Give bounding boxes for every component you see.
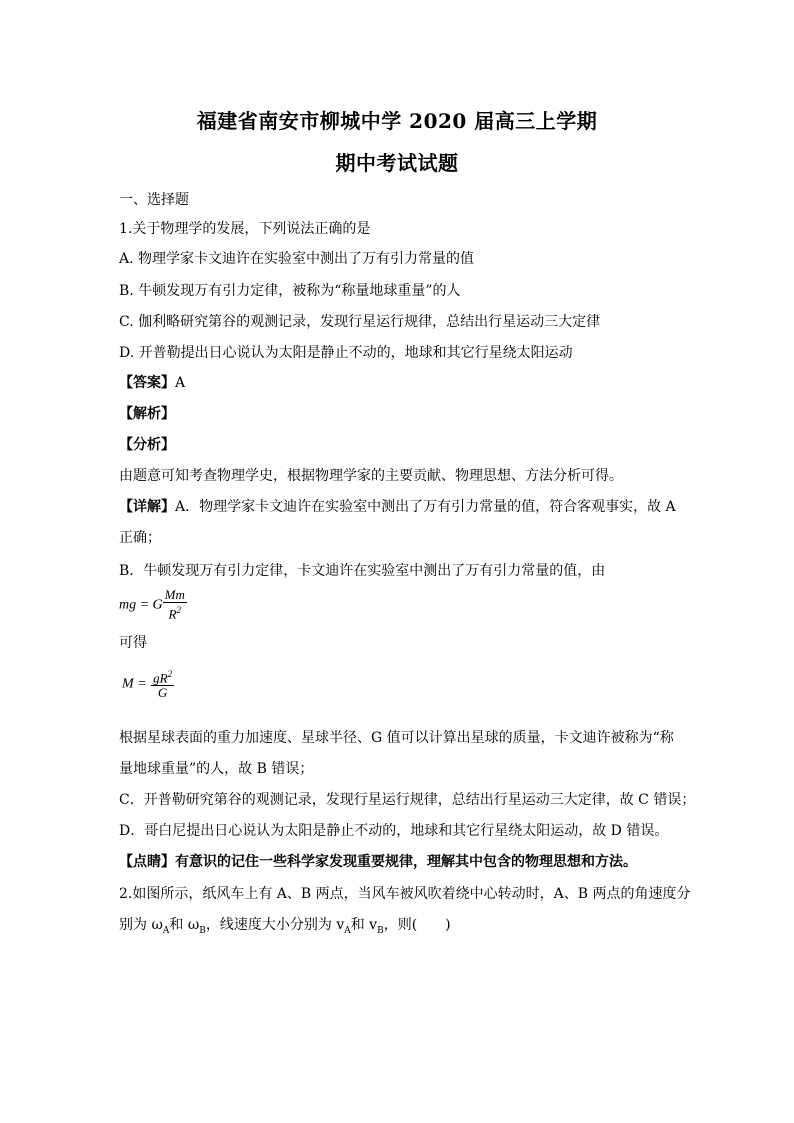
dianjing-label: 【点睛】 [119,854,175,870]
detail-a-text: A．物理学家卡文迪许在实验室中测出了万有引力常量的值，符合客观事实，故 A [175,499,676,515]
detail-d-line: D．哥白尼提出日心说认为太阳是静止不动的，地球和其它行星绕太阳运动，故 D 错误。 [119,823,669,839]
detail-b-line1: B．牛顿发现万有引力定律，卡文迪许在实验室中测出了万有引力常量的值，由 [119,563,606,579]
question-1-stem: 1.关于物理学的发展，下列说法正确的是 [119,221,371,237]
section-heading: 一、选择题 [119,192,189,208]
equation-1 [119,588,679,621]
detail-a-line1 [119,498,679,516]
question-2-line2: 别为 $\omega_A$和 $\omega_B$，线速度大小分别为 $v_A$和 $v_B$，则( ) [119,917,451,936]
question-1-option-a: A. 物理学家卡文迪许在实验室中测出了万有引力常量的值 [119,251,475,267]
detail-b-line2: 根据星球表面的重力加速度、星球半径、G 值可以计算出星球的质量，卡文迪许被称为“称 [119,730,674,746]
answer-label: 【答案】 [119,375,175,391]
equation-1-numerator: Mm [164,587,185,602]
equation-2-lhs: M = [122,676,147,692]
question-2-line1: 2.如图所示，纸风车上有 A、B 两点，当风车被风吹着绕中心转动时，A、B 两点的角速度分 [119,886,691,902]
detail-label: 【详解】 [119,499,175,515]
page-subtitle: 期中考试试题 [335,151,459,175]
kede-text: 可得 [119,635,147,651]
fenxi-label: 【分析】 [119,437,175,453]
equation-2-numerator: $gR^2$ [153,669,173,686]
equation-2 [122,667,682,701]
page-title: 福建省南安市柳城中学 2020 届高三上学期 [196,109,598,133]
question-1-option-c: C. 伽利略研究第谷的观测记录，发现行星运行规律，总结出行星运动三大定律 [119,314,601,330]
answer-line [119,374,679,392]
detail-a-line2: 正确； [119,530,161,546]
question-1-option-b: B. 牛顿发现万有引力定律，被称为“称量地球重量”的人 [119,283,461,299]
question-1-option-d: D. 开普勒提出日心说认为太阳是静止不动的，地球和其它行星绕太阳运动 [119,345,573,361]
dianjing-line [119,853,679,871]
answer-value: A [175,375,186,391]
analysis-label: 【解析】 [119,406,175,422]
equation-2-fraction [151,667,174,700]
equation-1-fraction [163,588,187,621]
fenxi-text: 由题意可知考查物理学史，根据物理学家的主要贡献、物理思想、方法分析可得。 [119,468,623,484]
detail-c-line: C．开普勒研究第谷的观测记录，发现行星运行规律，总结出行星运动三大定律，故 C 错误； [119,792,696,808]
equation-1-denominator: $R^2$ [168,605,181,622]
dianjing-text: 有意识的记住一些科学家发现重要规律，理解其中包含的物理思想和方法。 [175,854,637,870]
detail-b-line3: 量地球重量”的人，故 B 错误； [119,761,314,777]
equation-1-lhs: mg = G [119,597,163,613]
equation-2-denominator: G [157,685,168,701]
